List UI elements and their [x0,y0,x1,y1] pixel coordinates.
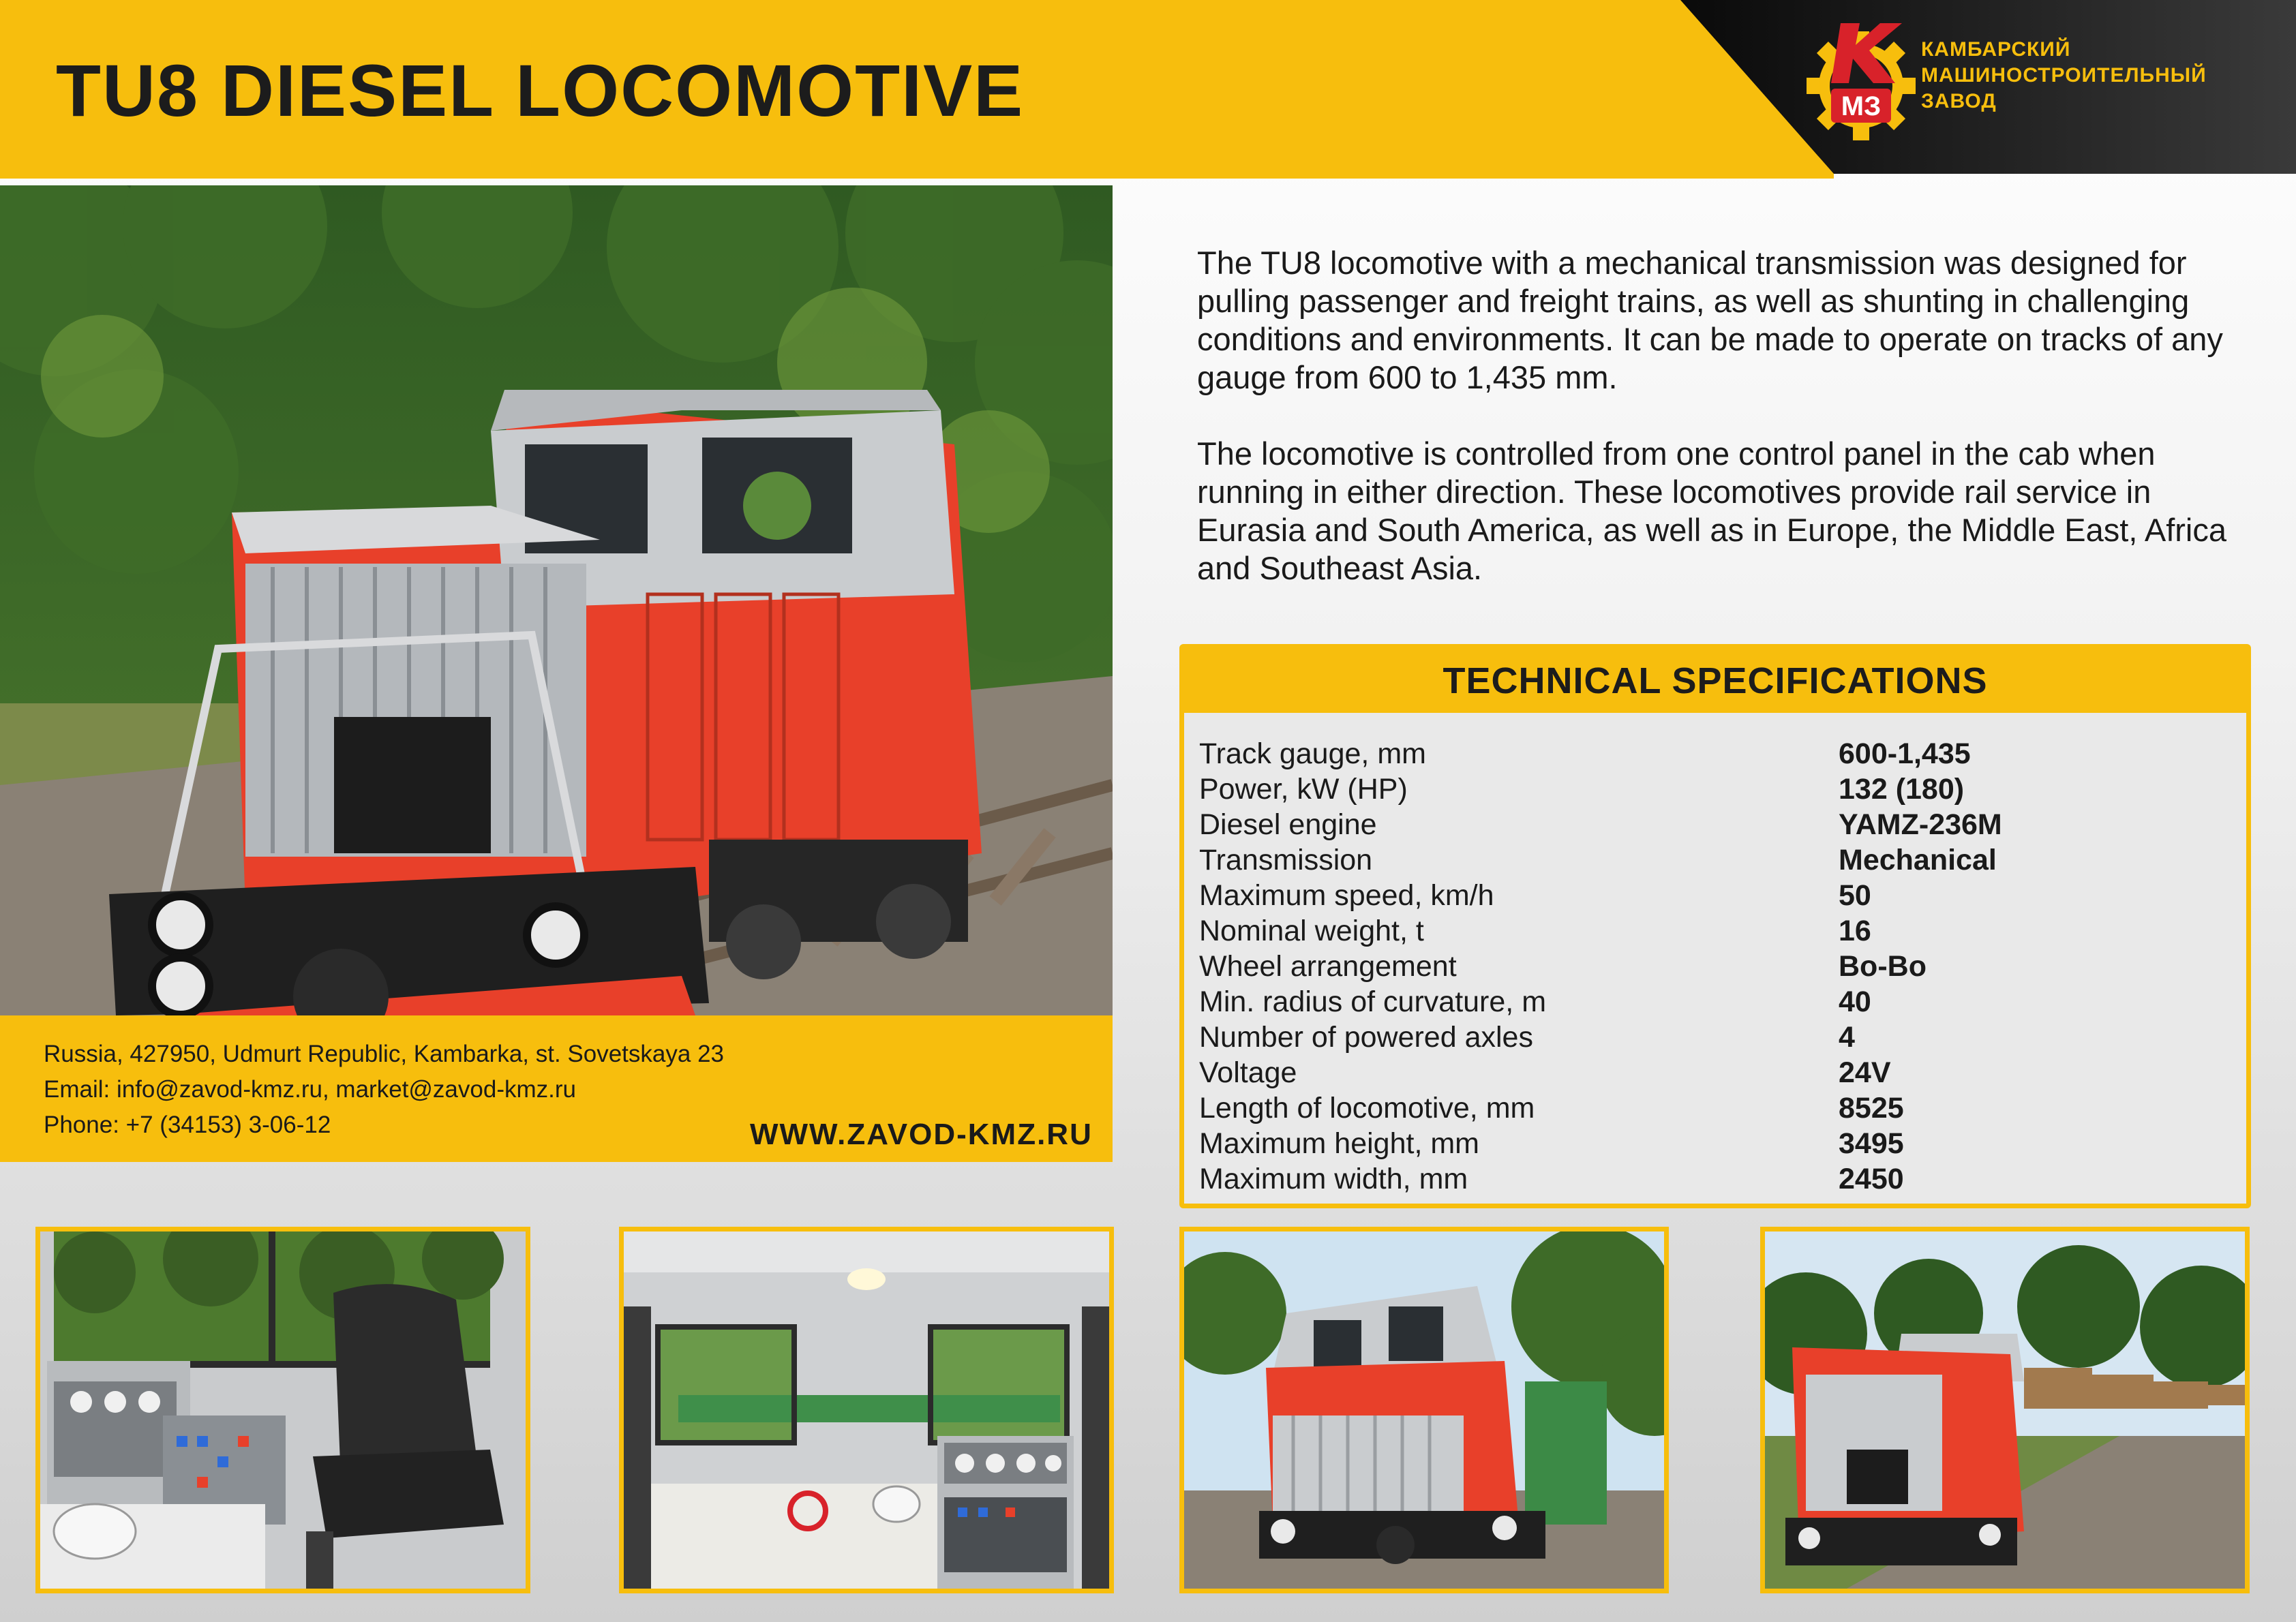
spec-label: Transmission [1199,844,1373,876]
spec-row [1184,1056,2246,1092]
spec-value: 132 (180) [1839,773,1965,806]
contact-phone: Phone: +7 (34153) 3-06-12 [44,1112,331,1138]
logo-text: МЗ [1841,91,1882,121]
spec-value: 2450 [1839,1163,1904,1195]
spec-label: Maximum width, mm [1199,1163,1468,1195]
website-link[interactable]: WWW.ZAVOD-KMZ.RU [750,1118,1093,1151]
spec-row [1184,1092,2246,1127]
spec-row [1184,1021,2246,1056]
company-logo [1793,18,1929,154]
spec-value: 40 [1839,985,1871,1018]
company-name-line-1: КАМБАРСКИЙ [1921,38,2071,61]
spec-row [1184,808,2246,844]
spec-row [1184,1127,2246,1163]
spec-label: Voltage [1199,1056,1297,1089]
company-name-line-2: МАШИНОСТРОИТЕЛЬНЫЙ [1921,64,2207,87]
spec-label: Maximum height, mm [1199,1127,1479,1160]
spec-value: 600-1,435 [1839,737,1971,770]
company-name [1921,37,2235,114]
spec-row [1184,844,2246,879]
spec-row [1184,950,2246,985]
hero-locomotive-photo [0,185,1113,1015]
spec-label: Track gauge, mm [1199,737,1426,770]
spec-row [1184,879,2246,915]
spec-row [1184,915,2246,950]
thumbnail-locomotive-passenger [1179,1227,1669,1593]
description-paragraph-1: The TU8 locomotive with a mechanical transmission was designed for pulling passenger and freight trains, as well as shunting in challenging conditions and environments. It can be made to operate on tracks of any gauge from 600 to 1,435 mm. [1197,245,2223,395]
spec-label: Diesel engine [1199,808,1377,841]
spec-value: 50 [1839,879,1871,912]
spec-value: 8525 [1839,1092,1904,1124]
thumbnail-locomotive-freight [1760,1227,2250,1593]
spec-value: 16 [1839,915,1871,947]
page-title: TU8 DIESEL LOCOMOTIVE [56,49,1025,132]
specs-title: TECHNICAL SPECIFICATIONS [1184,649,2246,713]
spec-row [1184,1163,2246,1198]
contact-email: Email: info@zavod-kmz.ru, market@zavod-kmz.ru [44,1076,576,1103]
company-name-line-3: ЗАВОД [1921,90,1997,112]
spec-row [1184,737,2246,773]
spec-value: 24V [1839,1056,1891,1089]
spec-label: Length of locomotive, mm [1199,1092,1535,1124]
spec-value: Mechanical [1839,844,1997,876]
spec-value: Bo-Bo [1839,950,1927,983]
thumbnail-cab-interior [619,1227,1114,1593]
specs-table [1179,644,2251,1208]
spec-row [1184,773,2246,808]
thumbnail-cab-seat [35,1227,530,1593]
spec-label: Maximum speed, km/h [1199,879,1494,912]
spec-value: 4 [1839,1021,1855,1054]
spec-label: Wheel arrangement [1199,950,1457,983]
spec-value: 3495 [1839,1127,1904,1160]
description-paragraph-2: The locomotive is controlled from one control panel in the cab when running in either direction. These locomotives provide rail service in Eurasia and South America, as well as in Europe, the Middle East, Africa and Southeast Asia. [1197,435,2227,586]
contact-address: Russia, 427950, Udmurt Republic, Kambarka, st. Sovetskaya 23 [44,1041,724,1067]
spec-label: Power, kW (HP) [1199,773,1408,806]
spec-label: Min. radius of curvature, m [1199,985,1547,1018]
spec-label: Number of powered axles [1199,1021,1533,1054]
spec-value: YAMZ-236M [1839,808,2002,841]
spec-label: Nominal weight, t [1199,915,1424,947]
spec-row [1184,985,2246,1021]
